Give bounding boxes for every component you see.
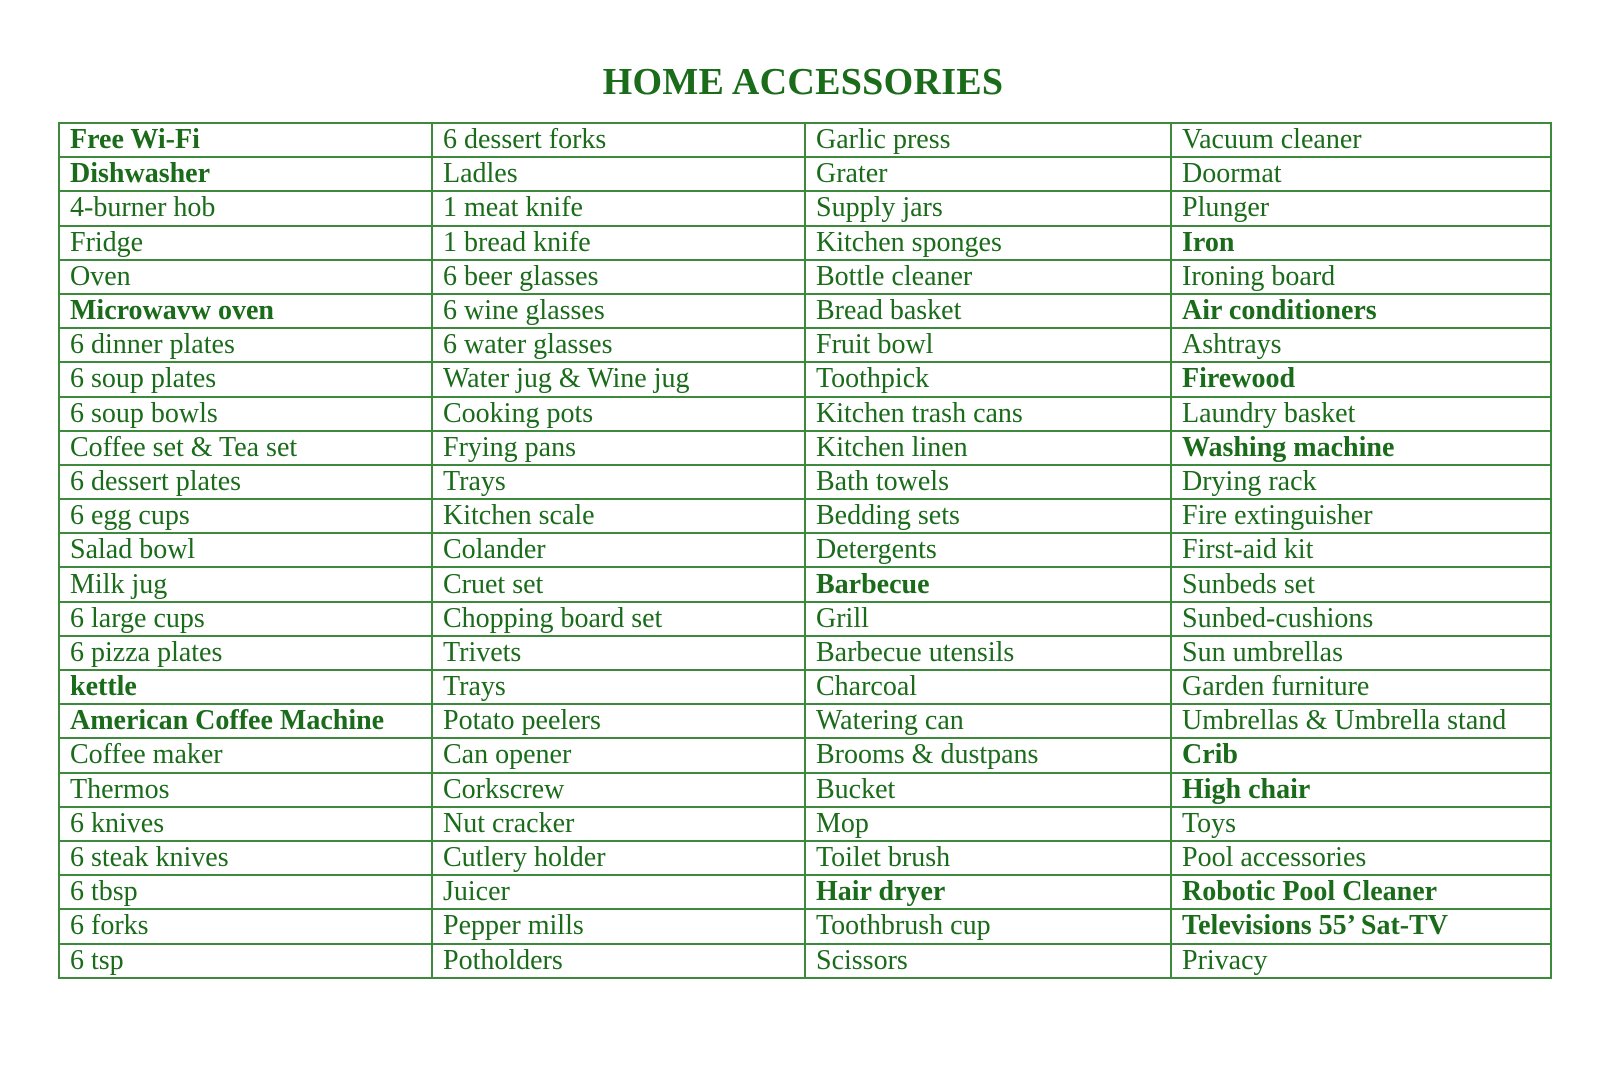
table-cell: 6 steak knives xyxy=(59,841,432,875)
table-cell: Kitchen sponges xyxy=(805,226,1171,260)
table-cell: Coffee maker xyxy=(59,738,432,772)
table-cell: High chair xyxy=(1171,773,1551,807)
table-cell: Trivets xyxy=(432,636,805,670)
table-body xyxy=(59,123,1551,978)
table-cell: American Coffee Machine xyxy=(59,704,432,738)
table-cell: Air conditioners xyxy=(1171,294,1551,328)
table-cell: Toys xyxy=(1171,807,1551,841)
table-cell: Trays xyxy=(432,670,805,704)
table-cell: Pepper mills xyxy=(432,909,805,943)
table-cell: Oven xyxy=(59,260,432,294)
table-cell: Toothbrush cup xyxy=(805,909,1171,943)
table-cell: Fridge xyxy=(59,226,432,260)
table-cell: Ladles xyxy=(432,157,805,191)
table-cell: Dishwasher xyxy=(59,157,432,191)
table-cell: Bottle cleaner xyxy=(805,260,1171,294)
table-cell: Microwavw oven xyxy=(59,294,432,328)
table-cell: Kitchen linen xyxy=(805,431,1171,465)
table-cell: Firewood xyxy=(1171,362,1551,396)
table-cell: Free Wi-Fi xyxy=(59,123,432,157)
table-cell: Kitchen scale xyxy=(432,499,805,533)
table-row xyxy=(59,875,1551,909)
table-cell: 6 forks xyxy=(59,909,432,943)
table-cell: kettle xyxy=(59,670,432,704)
table-cell: Mop xyxy=(805,807,1171,841)
table-cell: Corkscrew xyxy=(432,773,805,807)
table-cell: Milk jug xyxy=(59,567,432,601)
table-row xyxy=(59,328,1551,362)
table-row xyxy=(59,191,1551,225)
table-cell: Hair dryer xyxy=(805,875,1171,909)
table-cell: Sunbeds set xyxy=(1171,567,1551,601)
table-cell: Potholders xyxy=(432,944,805,978)
table-row xyxy=(59,841,1551,875)
table-cell: Trays xyxy=(432,465,805,499)
table-cell: Pool accessories xyxy=(1171,841,1551,875)
table-cell: Umbrellas & Umbrella stand xyxy=(1171,704,1551,738)
table-cell: 6 pizza plates xyxy=(59,636,432,670)
table-cell: Colander xyxy=(432,533,805,567)
table-cell: Thermos xyxy=(59,773,432,807)
table-cell: Nut cracker xyxy=(432,807,805,841)
table-cell: Cooking pots xyxy=(432,397,805,431)
table-cell: 6 large cups xyxy=(59,602,432,636)
table-row xyxy=(59,499,1551,533)
table-cell: Frying pans xyxy=(432,431,805,465)
table-row xyxy=(59,567,1551,601)
table-cell: 6 soup plates xyxy=(59,362,432,396)
table-cell: Grill xyxy=(805,602,1171,636)
table-cell: 6 dessert forks xyxy=(432,123,805,157)
table-cell: Bedding sets xyxy=(805,499,1171,533)
table-cell: Fruit bowl xyxy=(805,328,1171,362)
table-cell: Cruet set xyxy=(432,567,805,601)
table-cell: Televisions 55’ Sat-TV xyxy=(1171,909,1551,943)
table-cell: Garlic press xyxy=(805,123,1171,157)
table-cell: Doormat xyxy=(1171,157,1551,191)
table-cell: Chopping board set xyxy=(432,602,805,636)
table-cell: Vacuum cleaner xyxy=(1171,123,1551,157)
table-cell: Supply jars xyxy=(805,191,1171,225)
table-row xyxy=(59,465,1551,499)
table-cell: Sunbed-cushions xyxy=(1171,602,1551,636)
table-cell: Bath towels xyxy=(805,465,1171,499)
table-cell: Barbecue xyxy=(805,567,1171,601)
table-cell: Bucket xyxy=(805,773,1171,807)
table-cell: 6 tbsp xyxy=(59,875,432,909)
table-cell: Toothpick xyxy=(805,362,1171,396)
table-cell: Ironing board xyxy=(1171,260,1551,294)
table-row xyxy=(59,397,1551,431)
table-cell: Detergents xyxy=(805,533,1171,567)
table-cell: 6 soup bowls xyxy=(59,397,432,431)
table-row xyxy=(59,294,1551,328)
table-cell: 6 dessert plates xyxy=(59,465,432,499)
table-cell: Ashtrays xyxy=(1171,328,1551,362)
table-cell: Water jug & Wine jug xyxy=(432,362,805,396)
table-cell: Robotic Pool Cleaner xyxy=(1171,875,1551,909)
table-cell: Laundry basket xyxy=(1171,397,1551,431)
table-cell: 6 egg cups xyxy=(59,499,432,533)
table-row xyxy=(59,260,1551,294)
table-cell: 6 tsp xyxy=(59,944,432,978)
table-cell: 4-burner hob xyxy=(59,191,432,225)
table-row xyxy=(59,944,1551,978)
table-cell: Privacy xyxy=(1171,944,1551,978)
table-cell: Grater xyxy=(805,157,1171,191)
table-cell: Toilet brush xyxy=(805,841,1171,875)
table-row xyxy=(59,807,1551,841)
table-cell: 6 water glasses xyxy=(432,328,805,362)
table-row xyxy=(59,909,1551,943)
table-cell: 1 bread knife xyxy=(432,226,805,260)
table-cell: Drying rack xyxy=(1171,465,1551,499)
table-cell: 6 dinner plates xyxy=(59,328,432,362)
table-cell: 6 knives xyxy=(59,807,432,841)
accessories-table xyxy=(58,122,1552,979)
table-cell: Crib xyxy=(1171,738,1551,772)
table-cell: Salad bowl xyxy=(59,533,432,567)
table-cell: Fire extinguisher xyxy=(1171,499,1551,533)
table-row xyxy=(59,670,1551,704)
table-cell: Coffee set & Tea set xyxy=(59,431,432,465)
table-cell: Iron xyxy=(1171,226,1551,260)
table-cell: Garden furniture xyxy=(1171,670,1551,704)
table-cell: Barbecue utensils xyxy=(805,636,1171,670)
table-row xyxy=(59,431,1551,465)
table-cell: Watering can xyxy=(805,704,1171,738)
table-cell: Plunger xyxy=(1171,191,1551,225)
table-cell: Bread basket xyxy=(805,294,1171,328)
table-cell: 6 beer glasses xyxy=(432,260,805,294)
table-cell: Potato peelers xyxy=(432,704,805,738)
table-cell: Washing machine xyxy=(1171,431,1551,465)
table-cell: Can opener xyxy=(432,738,805,772)
table-row xyxy=(59,362,1551,396)
table-cell: Cutlery holder xyxy=(432,841,805,875)
table-cell: Sun umbrellas xyxy=(1171,636,1551,670)
table-row xyxy=(59,157,1551,191)
table-row xyxy=(59,738,1551,772)
table-row xyxy=(59,226,1551,260)
table-cell: 1 meat knife xyxy=(432,191,805,225)
table-cell: Charcoal xyxy=(805,670,1171,704)
table-row xyxy=(59,636,1551,670)
table-cell: First-aid kit xyxy=(1171,533,1551,567)
table-cell: Scissors xyxy=(805,944,1171,978)
page-title: HOME ACCESSORIES xyxy=(602,61,1004,104)
table-cell: Kitchen trash cans xyxy=(805,397,1171,431)
table-row xyxy=(59,602,1551,636)
table-row xyxy=(59,533,1551,567)
table-row xyxy=(59,123,1551,157)
table-cell: 6 wine glasses xyxy=(432,294,805,328)
table-cell: Juicer xyxy=(432,875,805,909)
table-row xyxy=(59,773,1551,807)
table-row xyxy=(59,704,1551,738)
table-cell: Brooms & dustpans xyxy=(805,738,1171,772)
